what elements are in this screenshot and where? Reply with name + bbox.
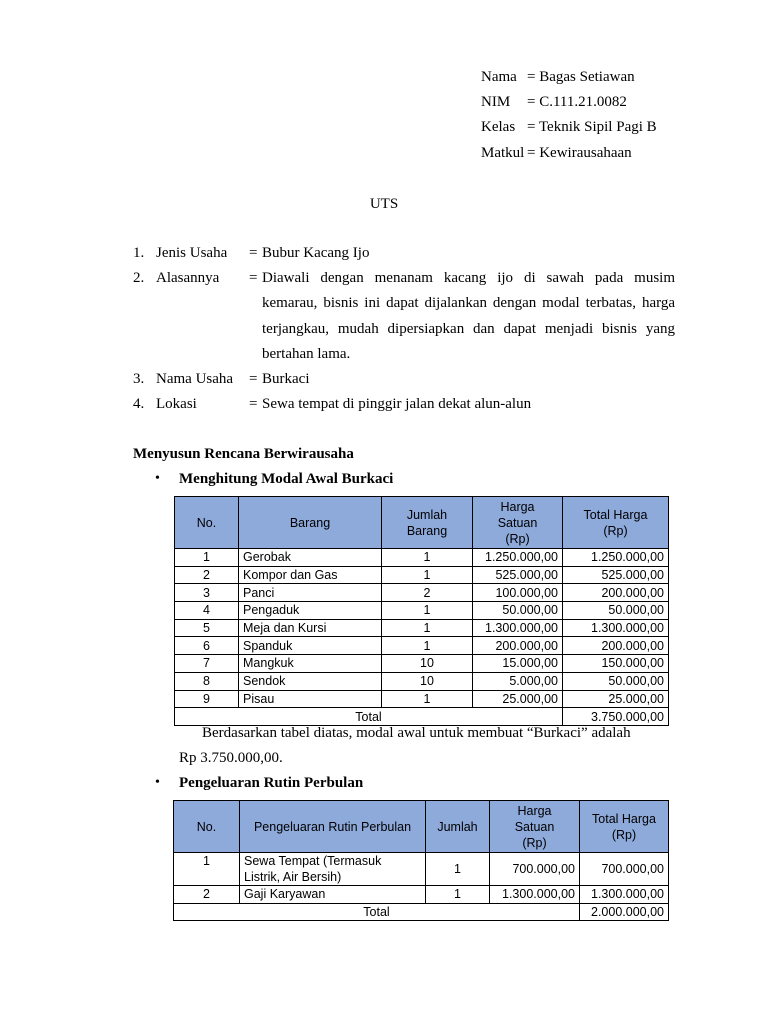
alasannya-line: Diawali dengan menanam kacang ijo di sawah pada musim [262,270,675,286]
table-row: 6 Spanduk 1 200.000,00 200.000,00 [175,637,669,655]
total-label: Total [175,708,563,726]
table-row: 4 Pengaduk 1 50.000,00 50.000,00 [175,602,669,620]
bullet-icon: • [155,471,160,486]
paragraph-modal-awal-line1: Berdasarkan tabel diatas, modal awal untuk membuat “Burkaci” adalah [202,725,631,741]
info-value-matkul: = Kewirausahaan [527,145,632,161]
list-equals: = [249,245,258,261]
table-row: 1 Gerobak 1 1.250.000,00 1.250.000,00 [175,549,669,567]
table-row: 1 Sewa Tempat (Termasuk Listrik, Air Bersih) 1 700.000,00 700.000,00 [174,853,669,886]
list-number: 3. [133,371,145,387]
header-jumlah-barang: Jumlah Barang [382,497,473,549]
table-header-row [175,497,669,549]
table-row: 2 Gaji Karyawan 1 1.300.000,00 1.300.000,00 [174,886,669,904]
subheading-pengeluaran-rutin: Pengeluaran Rutin Perbulan [179,775,364,791]
table-row: 2 Kompor dan Gas 1 525.000,00 525.000,00 [175,566,669,584]
header-pengeluaran: Pengeluaran Rutin Perbulan [240,801,426,853]
info-value-nim: = C.111.21.0082 [527,94,627,110]
info-key-matkul: Matkul [481,145,525,161]
subheading-modal-awal: Menghitung Modal Awal Burkaci [179,471,394,487]
list-value-alasannya [262,266,675,367]
table-row: 8 Sendok 10 5.000,00 50.000,00 [175,672,669,690]
table-header-row [174,801,669,853]
list-value-jenis-usaha: Bubur Kacang Ijo [262,245,370,261]
header-total-harga: Total Harga (Rp) [580,801,669,853]
pengeluaran-rutin-table [173,800,669,921]
info-value-kelas: = Teknik Sipil Pagi B [527,119,657,135]
table-row: 3 Panci 2 100.000,00 200.000,00 [175,584,669,602]
total-value: 2.000.000,00 [580,903,669,921]
header-harga-satuan: Harga Satuan (Rp) [473,497,563,549]
list-number: 1. [133,245,145,261]
table-row: 9 Pisau 1 25.000,00 25.000,00 [175,690,669,708]
list-equals: = [249,396,258,412]
table-row: 5 Meja dan Kursi 1 1.300.000,00 1.300.000,00 [175,619,669,637]
list-key-alasannya: Alasannya [156,270,220,286]
alasannya-line: bertahan lama. [262,345,351,362]
alasannya-line: kemarau, bisnis ini dapat dijalankan dengan modal terbatas, harga [262,295,675,312]
page-title: UTS [369,196,399,212]
header-jumlah: Jumlah [426,801,490,853]
header-no: No. [175,497,239,549]
expense-item: Sewa Tempat (Termasuk Listrik, Air Bersih) [240,853,426,886]
list-equals: = [249,371,258,387]
total-value: 3.750.000,00 [563,708,669,726]
total-label: Total [174,903,580,921]
list-number: 4. [133,396,145,412]
list-key-jenis-usaha: Jenis Usaha [156,245,228,261]
header-no: No. [174,801,240,853]
table-row: 7 Mangkuk 10 15.000,00 150.000,00 [175,655,669,673]
list-key-lokasi: Lokasi [156,396,197,412]
list-equals: = [249,270,258,286]
header-harga-satuan: Harga Satuan (Rp) [490,801,580,853]
table-total-row [174,903,669,921]
list-value-nama-usaha: Burkaci [262,371,310,387]
bullet-icon: • [155,775,160,790]
section-heading: Menyusun Rencana Berwirausaha [133,446,354,462]
list-number: 2. [133,270,145,286]
info-key-kelas: Kelas [481,119,516,135]
paragraph-modal-awal-line2: Rp 3.750.000,00. [179,750,283,766]
list-value-lokasi: Sewa tempat di pinggir jalan dekat alun-alun [262,396,532,412]
info-key-nim: NIM [481,94,511,110]
modal-awal-table [174,496,669,726]
alasannya-line: terjangkau, mudah dipersiapkan dan dapat menjadi bisnis yang [262,320,675,337]
list-key-nama-usaha: Nama Usaha [156,371,234,387]
header-barang: Barang [239,497,382,549]
header-total-harga: Total Harga (Rp) [563,497,669,549]
info-value-nama: = Bagas Setiawan [527,69,635,85]
info-key-nama: Nama [481,69,517,85]
